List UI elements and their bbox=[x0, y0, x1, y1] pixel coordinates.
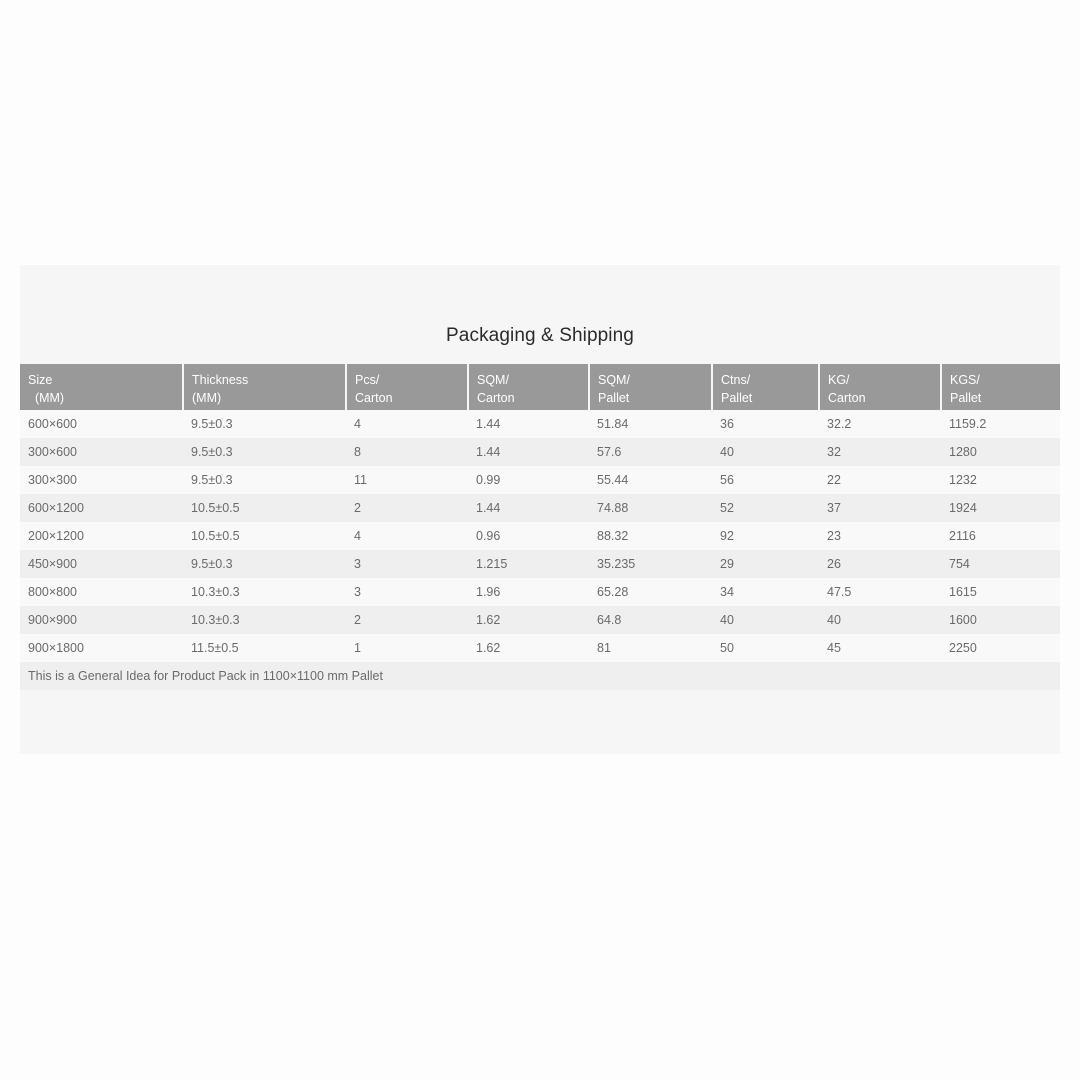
cell-pcs-carton: 2 bbox=[346, 606, 468, 634]
cell-kgs-pallet: 754 bbox=[941, 550, 1060, 578]
cell-sqm-carton: 1.96 bbox=[468, 578, 589, 606]
cell-sqm-carton: 0.96 bbox=[468, 522, 589, 550]
table-footnote: This is a General Idea for Product Pack in 1100×1100 mm Pallet bbox=[20, 662, 1060, 690]
packaging-table bbox=[20, 364, 1060, 690]
cell-kgs-pallet: 2250 bbox=[941, 634, 1060, 662]
cell-ctns-pallet: 36 bbox=[712, 410, 819, 438]
cell-pcs-carton: 4 bbox=[346, 522, 468, 550]
packaging-shipping-panel bbox=[20, 265, 1060, 754]
cell-ctns-pallet: 40 bbox=[712, 438, 819, 466]
cell-size: 900×900 bbox=[20, 606, 183, 634]
table-row bbox=[20, 466, 1060, 494]
cell-kg-carton: 32 bbox=[819, 438, 941, 466]
cell-kgs-pallet: 1280 bbox=[941, 438, 1060, 466]
table-row bbox=[20, 550, 1060, 578]
cell-size: 450×900 bbox=[20, 550, 183, 578]
header-sqm-pallet: SQM/ Pallet bbox=[589, 364, 712, 410]
cell-size: 200×1200 bbox=[20, 522, 183, 550]
cell-sqm-carton: 1.62 bbox=[468, 634, 589, 662]
cell-thickness: 9.5±0.3 bbox=[183, 438, 346, 466]
cell-pcs-carton: 3 bbox=[346, 578, 468, 606]
section-title: Packaging & Shipping bbox=[446, 325, 634, 346]
cell-kgs-pallet: 2116 bbox=[941, 522, 1060, 550]
cell-kgs-pallet: 1615 bbox=[941, 578, 1060, 606]
cell-kg-carton: 23 bbox=[819, 522, 941, 550]
table-row bbox=[20, 494, 1060, 522]
cell-sqm-carton: 1.44 bbox=[468, 410, 589, 438]
cell-kgs-pallet: 1232 bbox=[941, 466, 1060, 494]
cell-size: 300×300 bbox=[20, 466, 183, 494]
cell-ctns-pallet: 92 bbox=[712, 522, 819, 550]
cell-pcs-carton: 3 bbox=[346, 550, 468, 578]
cell-kg-carton: 32.2 bbox=[819, 410, 941, 438]
cell-pcs-carton: 8 bbox=[346, 438, 468, 466]
cell-ctns-pallet: 29 bbox=[712, 550, 819, 578]
cell-thickness: 10.3±0.3 bbox=[183, 578, 346, 606]
cell-sqm-pallet: 64.8 bbox=[589, 606, 712, 634]
cell-thickness: 10.5±0.5 bbox=[183, 522, 346, 550]
cell-sqm-carton: 1.44 bbox=[468, 438, 589, 466]
header-kg-carton: KG/ Carton bbox=[819, 364, 941, 410]
cell-size: 300×600 bbox=[20, 438, 183, 466]
cell-pcs-carton: 11 bbox=[346, 466, 468, 494]
cell-kgs-pallet: 1924 bbox=[941, 494, 1060, 522]
cell-sqm-pallet: 81 bbox=[589, 634, 712, 662]
cell-sqm-pallet: 74.88 bbox=[589, 494, 712, 522]
cell-size: 900×1800 bbox=[20, 634, 183, 662]
cell-kg-carton: 37 bbox=[819, 494, 941, 522]
cell-sqm-pallet: 35.235 bbox=[589, 550, 712, 578]
cell-thickness: 9.5±0.3 bbox=[183, 466, 346, 494]
cell-ctns-pallet: 50 bbox=[712, 634, 819, 662]
cell-thickness: 9.5±0.3 bbox=[183, 550, 346, 578]
cell-kg-carton: 47.5 bbox=[819, 578, 941, 606]
cell-sqm-carton: 1.62 bbox=[468, 606, 589, 634]
table-body bbox=[20, 410, 1060, 662]
table-header-row bbox=[20, 364, 1060, 410]
cell-sqm-pallet: 55.44 bbox=[589, 466, 712, 494]
header-size: Size (MM) bbox=[20, 364, 183, 410]
cell-kg-carton: 45 bbox=[819, 634, 941, 662]
cell-sqm-carton: 1.44 bbox=[468, 494, 589, 522]
cell-size: 600×1200 bbox=[20, 494, 183, 522]
cell-size: 600×600 bbox=[20, 410, 183, 438]
table-row bbox=[20, 634, 1060, 662]
header-pcs-carton: Pcs/ Carton bbox=[346, 364, 468, 410]
cell-kgs-pallet: 1159.2 bbox=[941, 410, 1060, 438]
cell-pcs-carton: 2 bbox=[346, 494, 468, 522]
cell-ctns-pallet: 40 bbox=[712, 606, 819, 634]
cell-kgs-pallet: 1600 bbox=[941, 606, 1060, 634]
cell-kg-carton: 22 bbox=[819, 466, 941, 494]
cell-sqm-pallet: 88.32 bbox=[589, 522, 712, 550]
cell-pcs-carton: 1 bbox=[346, 634, 468, 662]
header-ctns-pallet: Ctns/ Pallet bbox=[712, 364, 819, 410]
table-row bbox=[20, 438, 1060, 466]
cell-thickness: 10.3±0.3 bbox=[183, 606, 346, 634]
table-row bbox=[20, 410, 1060, 438]
header-sqm-carton: SQM/ Carton bbox=[468, 364, 589, 410]
cell-thickness: 9.5±0.3 bbox=[183, 410, 346, 438]
cell-pcs-carton: 4 bbox=[346, 410, 468, 438]
cell-kg-carton: 26 bbox=[819, 550, 941, 578]
cell-sqm-pallet: 51.84 bbox=[589, 410, 712, 438]
table-footnote-row bbox=[20, 662, 1060, 690]
table-row bbox=[20, 578, 1060, 606]
cell-ctns-pallet: 56 bbox=[712, 466, 819, 494]
table-row bbox=[20, 606, 1060, 634]
cell-sqm-carton: 0.99 bbox=[468, 466, 589, 494]
cell-sqm-pallet: 65.28 bbox=[589, 578, 712, 606]
cell-thickness: 11.5±0.5 bbox=[183, 634, 346, 662]
cell-size: 800×800 bbox=[20, 578, 183, 606]
cell-ctns-pallet: 52 bbox=[712, 494, 819, 522]
cell-thickness: 10.5±0.5 bbox=[183, 494, 346, 522]
cell-kg-carton: 40 bbox=[819, 606, 941, 634]
table-row bbox=[20, 522, 1060, 550]
cell-sqm-pallet: 57.6 bbox=[589, 438, 712, 466]
header-thickness: Thickness (MM) bbox=[183, 364, 346, 410]
cell-sqm-carton: 1.215 bbox=[468, 550, 589, 578]
header-kgs-pallet: KGS/ Pallet bbox=[941, 364, 1060, 410]
cell-ctns-pallet: 34 bbox=[712, 578, 819, 606]
